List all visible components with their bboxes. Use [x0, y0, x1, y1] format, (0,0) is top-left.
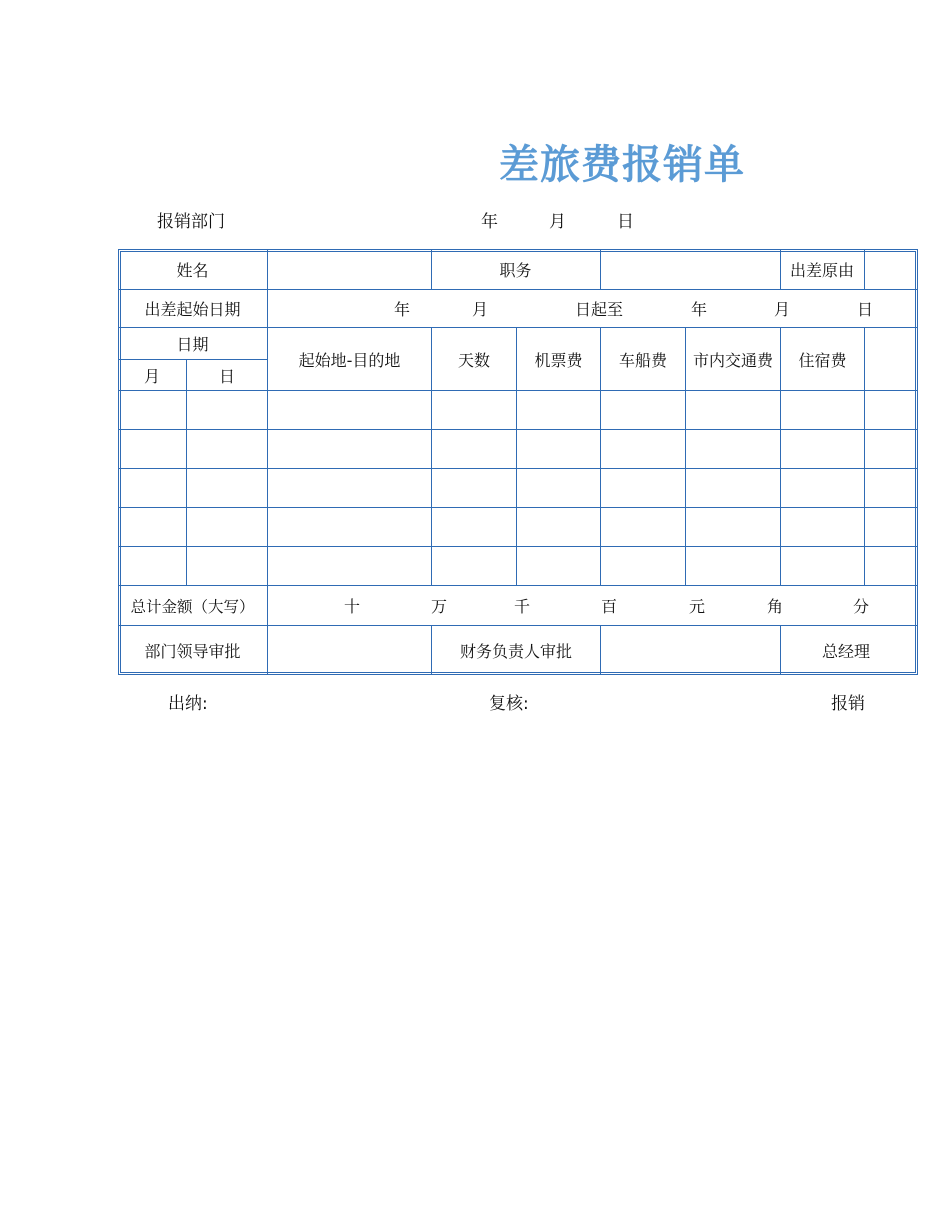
finance-approval-field[interactable]: [601, 626, 780, 675]
unit-wan: 万: [431, 597, 448, 616]
header-month: 月: [549, 212, 566, 232]
cashier-label: 出纳:: [168, 694, 208, 714]
row-line: [118, 429, 918, 430]
trip-date-label: 出差起始日期: [144, 300, 241, 319]
col-line: [864, 327, 865, 585]
local-transport-header: 市内交通费: [692, 350, 773, 370]
dept-label: 报销部门: [157, 212, 225, 232]
expense-table: [118, 249, 874, 677]
month-header: 月: [143, 366, 160, 386]
start-day-label: 日起至: [575, 300, 624, 319]
dept-approval-label: 部门领导审批: [144, 642, 241, 661]
gm-approval-label: 总经理: [822, 642, 871, 661]
row-line: [118, 468, 918, 469]
header-day: 日: [617, 212, 634, 232]
route-header: 起始地-目的地: [298, 350, 401, 370]
header-year: 年: [481, 212, 498, 232]
end-month-label: 月: [774, 300, 791, 319]
row-line: [118, 390, 918, 391]
col-line: [186, 359, 187, 585]
position-field[interactable]: [601, 249, 780, 289]
unit-yuan: 元: [689, 597, 706, 616]
hotel-header: 住宿费: [798, 350, 847, 370]
row-line: [118, 546, 918, 547]
claimant-label: 报销: [831, 694, 865, 714]
form-title: 差旅费报销单: [499, 142, 745, 188]
col-line: [864, 249, 865, 289]
ship-fare-header: 车船费: [618, 350, 667, 370]
start-year-label: 年: [394, 300, 411, 319]
review-label: 复核:: [489, 694, 529, 714]
reason-label: 出差原由: [789, 260, 854, 280]
unit-bai: 百: [601, 597, 618, 616]
unit-fen: 分: [853, 597, 870, 616]
days-header: 天数: [457, 350, 490, 370]
name-label: 姓名: [176, 260, 209, 280]
date-header: 日期: [176, 335, 209, 354]
row-line: [118, 507, 918, 508]
unit-qian: 千: [514, 597, 531, 616]
col-line: [267, 249, 268, 675]
unit-jiao: 角: [767, 597, 784, 616]
total-label: 总计金额（大写）: [130, 597, 255, 616]
day-header: 日: [218, 366, 235, 386]
start-month-label: 月: [472, 300, 489, 319]
end-day-label: 日: [857, 300, 874, 319]
col-line: [780, 625, 781, 675]
finance-approval-label: 财务负责人审批: [459, 642, 572, 661]
dept-approval-field[interactable]: [268, 626, 431, 675]
footer: [118, 689, 865, 715]
position-label: 职务: [499, 260, 532, 280]
air-fare-header: 机票费: [534, 350, 583, 370]
name-field[interactable]: [268, 249, 431, 289]
unit-shi: 十: [344, 597, 361, 616]
end-year-label: 年: [691, 300, 708, 319]
